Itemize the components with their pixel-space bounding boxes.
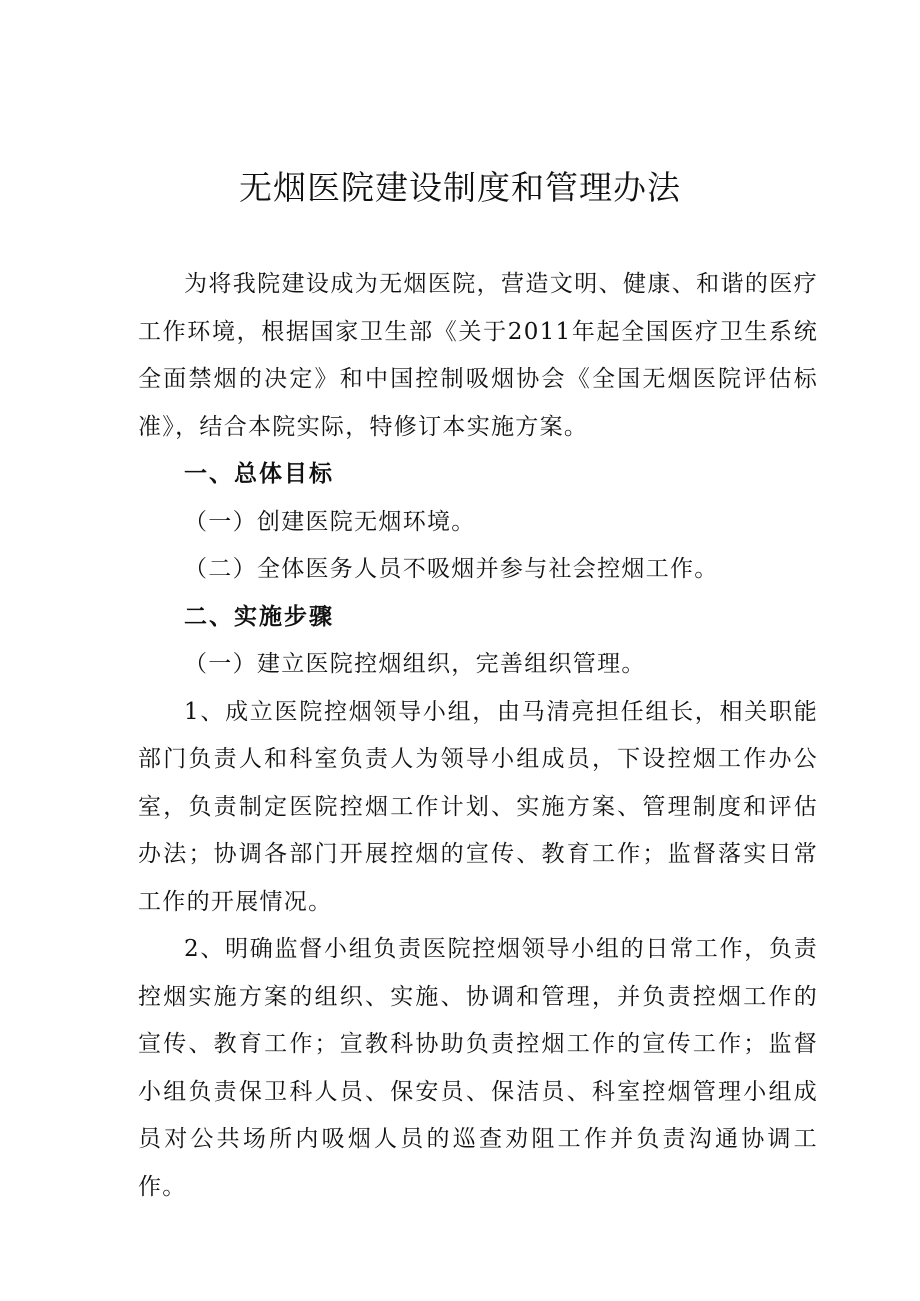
section-heading-goals: 一、总体目标 xyxy=(184,461,334,487)
step-subheading-1: （一）建立医院控烟组织，完善组织管理。 xyxy=(184,651,646,677)
step-paragraph-1: 1、成立医院控烟领导小组，由马清亮担任组长，相关职能部门负责人和科室负责人为领导小组成员，下设控烟工作办公室，负责制定医院控烟工作计划、实施方案、管理制度和评估办法；协调各部门开展控烟的宣传、教育工作；监督落实日常工作的开展情况。 xyxy=(138,698,818,915)
intro-paragraph: 为将我院建设成为无烟医院，营造文明、健康、和谐的医疗工作环境，根据国家卫生部《关于2011年起全国医疗卫生系统全面禁烟的决定》和中国控制吸烟协会《全国无烟医院评估标准》，结合本院实际，特修订本实施方案。 xyxy=(138,271,818,440)
section-heading-steps: 二、实施步骤 xyxy=(184,603,334,630)
goal-item-1: （一）创建医院无烟环境。 xyxy=(184,508,476,535)
document-title: 无烟医院建设制度和管理办法 xyxy=(239,168,681,207)
document-body xyxy=(138,261,818,1211)
step-paragraph-2: 2、明确监督小组负责医院控烟领导小组的日常工作，负责控烟实施方案的组织、实施、协调和管理，并负责控烟工作的宣传、教育工作；宣教科协助负责控烟工作的宣传工作；监督小组负责保卫科人员、保安员、保洁员、科室控烟管理小组成员对公共场所内吸烟人员的巡查劝阻工作并负责沟通协调工作。 xyxy=(138,936,818,1200)
goal-item-2: （二）全体医务人员不吸烟并参与社会控烟工作。 xyxy=(184,556,719,582)
